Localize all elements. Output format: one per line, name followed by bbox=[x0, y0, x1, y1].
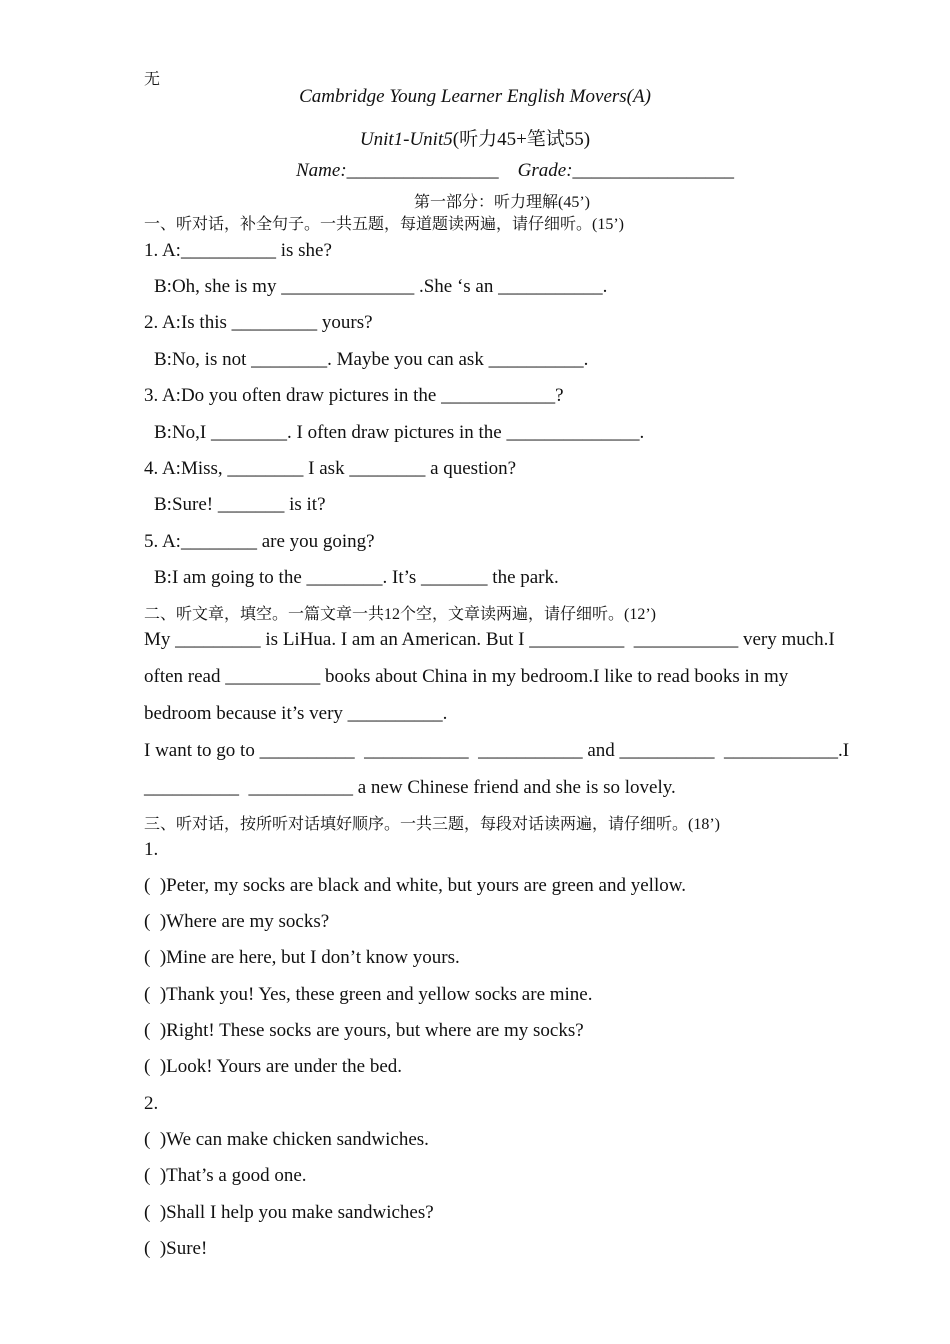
section2-line: My _________ is LiHua. I am an American. But I __________ ___________ very much.I bbox=[144, 629, 835, 650]
section3-line: 2. bbox=[144, 1093, 159, 1114]
section3-line: ( )Thank you! Yes, these green and yellow socks are mine. bbox=[144, 984, 593, 1005]
section3-line: ( )Where are my socks? bbox=[144, 911, 330, 932]
section3-line: ( )Right! These socks are yours, but where are my socks? bbox=[144, 1020, 584, 1041]
section1-line: B:No, is not ________. Maybe you can ask __________. bbox=[154, 349, 589, 370]
section2-line: __________ ___________ a new Chinese friend and she is so lovely. bbox=[144, 777, 676, 798]
section1-line: 1. A:__________ is she? bbox=[144, 240, 332, 261]
subtitle-scores: (听力45+笔试55) bbox=[452, 129, 591, 150]
section2-line: I want to go to __________ ___________ ___________ and __________ ____________.I bbox=[144, 740, 850, 761]
section1-heading: 一、听对话，补全句子。一共五题，每道题读两遍，请仔细听。(15’) bbox=[144, 216, 624, 233]
section3-line: ( )Peter, my socks are black and white, but yours are green and yellow. bbox=[144, 875, 686, 896]
section2-line: bedroom because it’s very __________. bbox=[144, 703, 448, 724]
section2-heading: 二、听文章，填空。一篇文章一共12个空，文章读两遍，请仔细听。(12’) bbox=[144, 606, 656, 623]
section3-line: 1. bbox=[144, 839, 159, 860]
part-title: 第一部分：听力理解(45’) bbox=[414, 194, 590, 211]
section1-line: 5. A:________ are you going? bbox=[144, 531, 375, 552]
section1-line: B:Oh, she is my ______________ .She ‘s an ___________. bbox=[154, 276, 608, 297]
page-title: Cambridge Young Learner English Movers(A) bbox=[299, 86, 651, 107]
section1-line: B:No,I ________. I often draw pictures in the ______________. bbox=[154, 422, 645, 443]
page-subtitle bbox=[0, 124, 950, 151]
name-grade-line: Name:________________ Grade:_________________ bbox=[296, 160, 735, 181]
header-note: 无 bbox=[144, 71, 161, 88]
section1-line: 4. A:Miss, ________ I ask ________ a question? bbox=[144, 458, 517, 479]
section3-line: ( )Sure! bbox=[144, 1238, 208, 1259]
section3-line: ( )Look! Yours are under the bed. bbox=[144, 1056, 403, 1077]
section2-line: often read __________ books about China in my bedroom.I like to read books in my bbox=[144, 666, 789, 687]
section1-line: 3. A:Do you often draw pictures in the ____________? bbox=[144, 385, 564, 406]
subtitle-units: Unit1-Unit5 bbox=[359, 129, 453, 150]
section1-line: B:Sure! _______ is it? bbox=[154, 494, 326, 515]
section3-line: ( )We can make chicken sandwiches. bbox=[144, 1129, 429, 1150]
section3-heading: 三、听对话，按所听对话填好顺序。一共三题，每段对话读两遍，请仔细听。(18’) bbox=[144, 816, 720, 833]
section3-line: ( )That’s a good one. bbox=[144, 1165, 307, 1186]
section1-line: 2. A:Is this _________ yours? bbox=[144, 312, 373, 333]
section3-line: ( )Mine are here, but I don’t know yours. bbox=[144, 947, 460, 968]
section1-line: B:I am going to the ________. It’s _______ the park. bbox=[154, 567, 559, 588]
section3-line: ( )Shall I help you make sandwiches? bbox=[144, 1202, 434, 1223]
